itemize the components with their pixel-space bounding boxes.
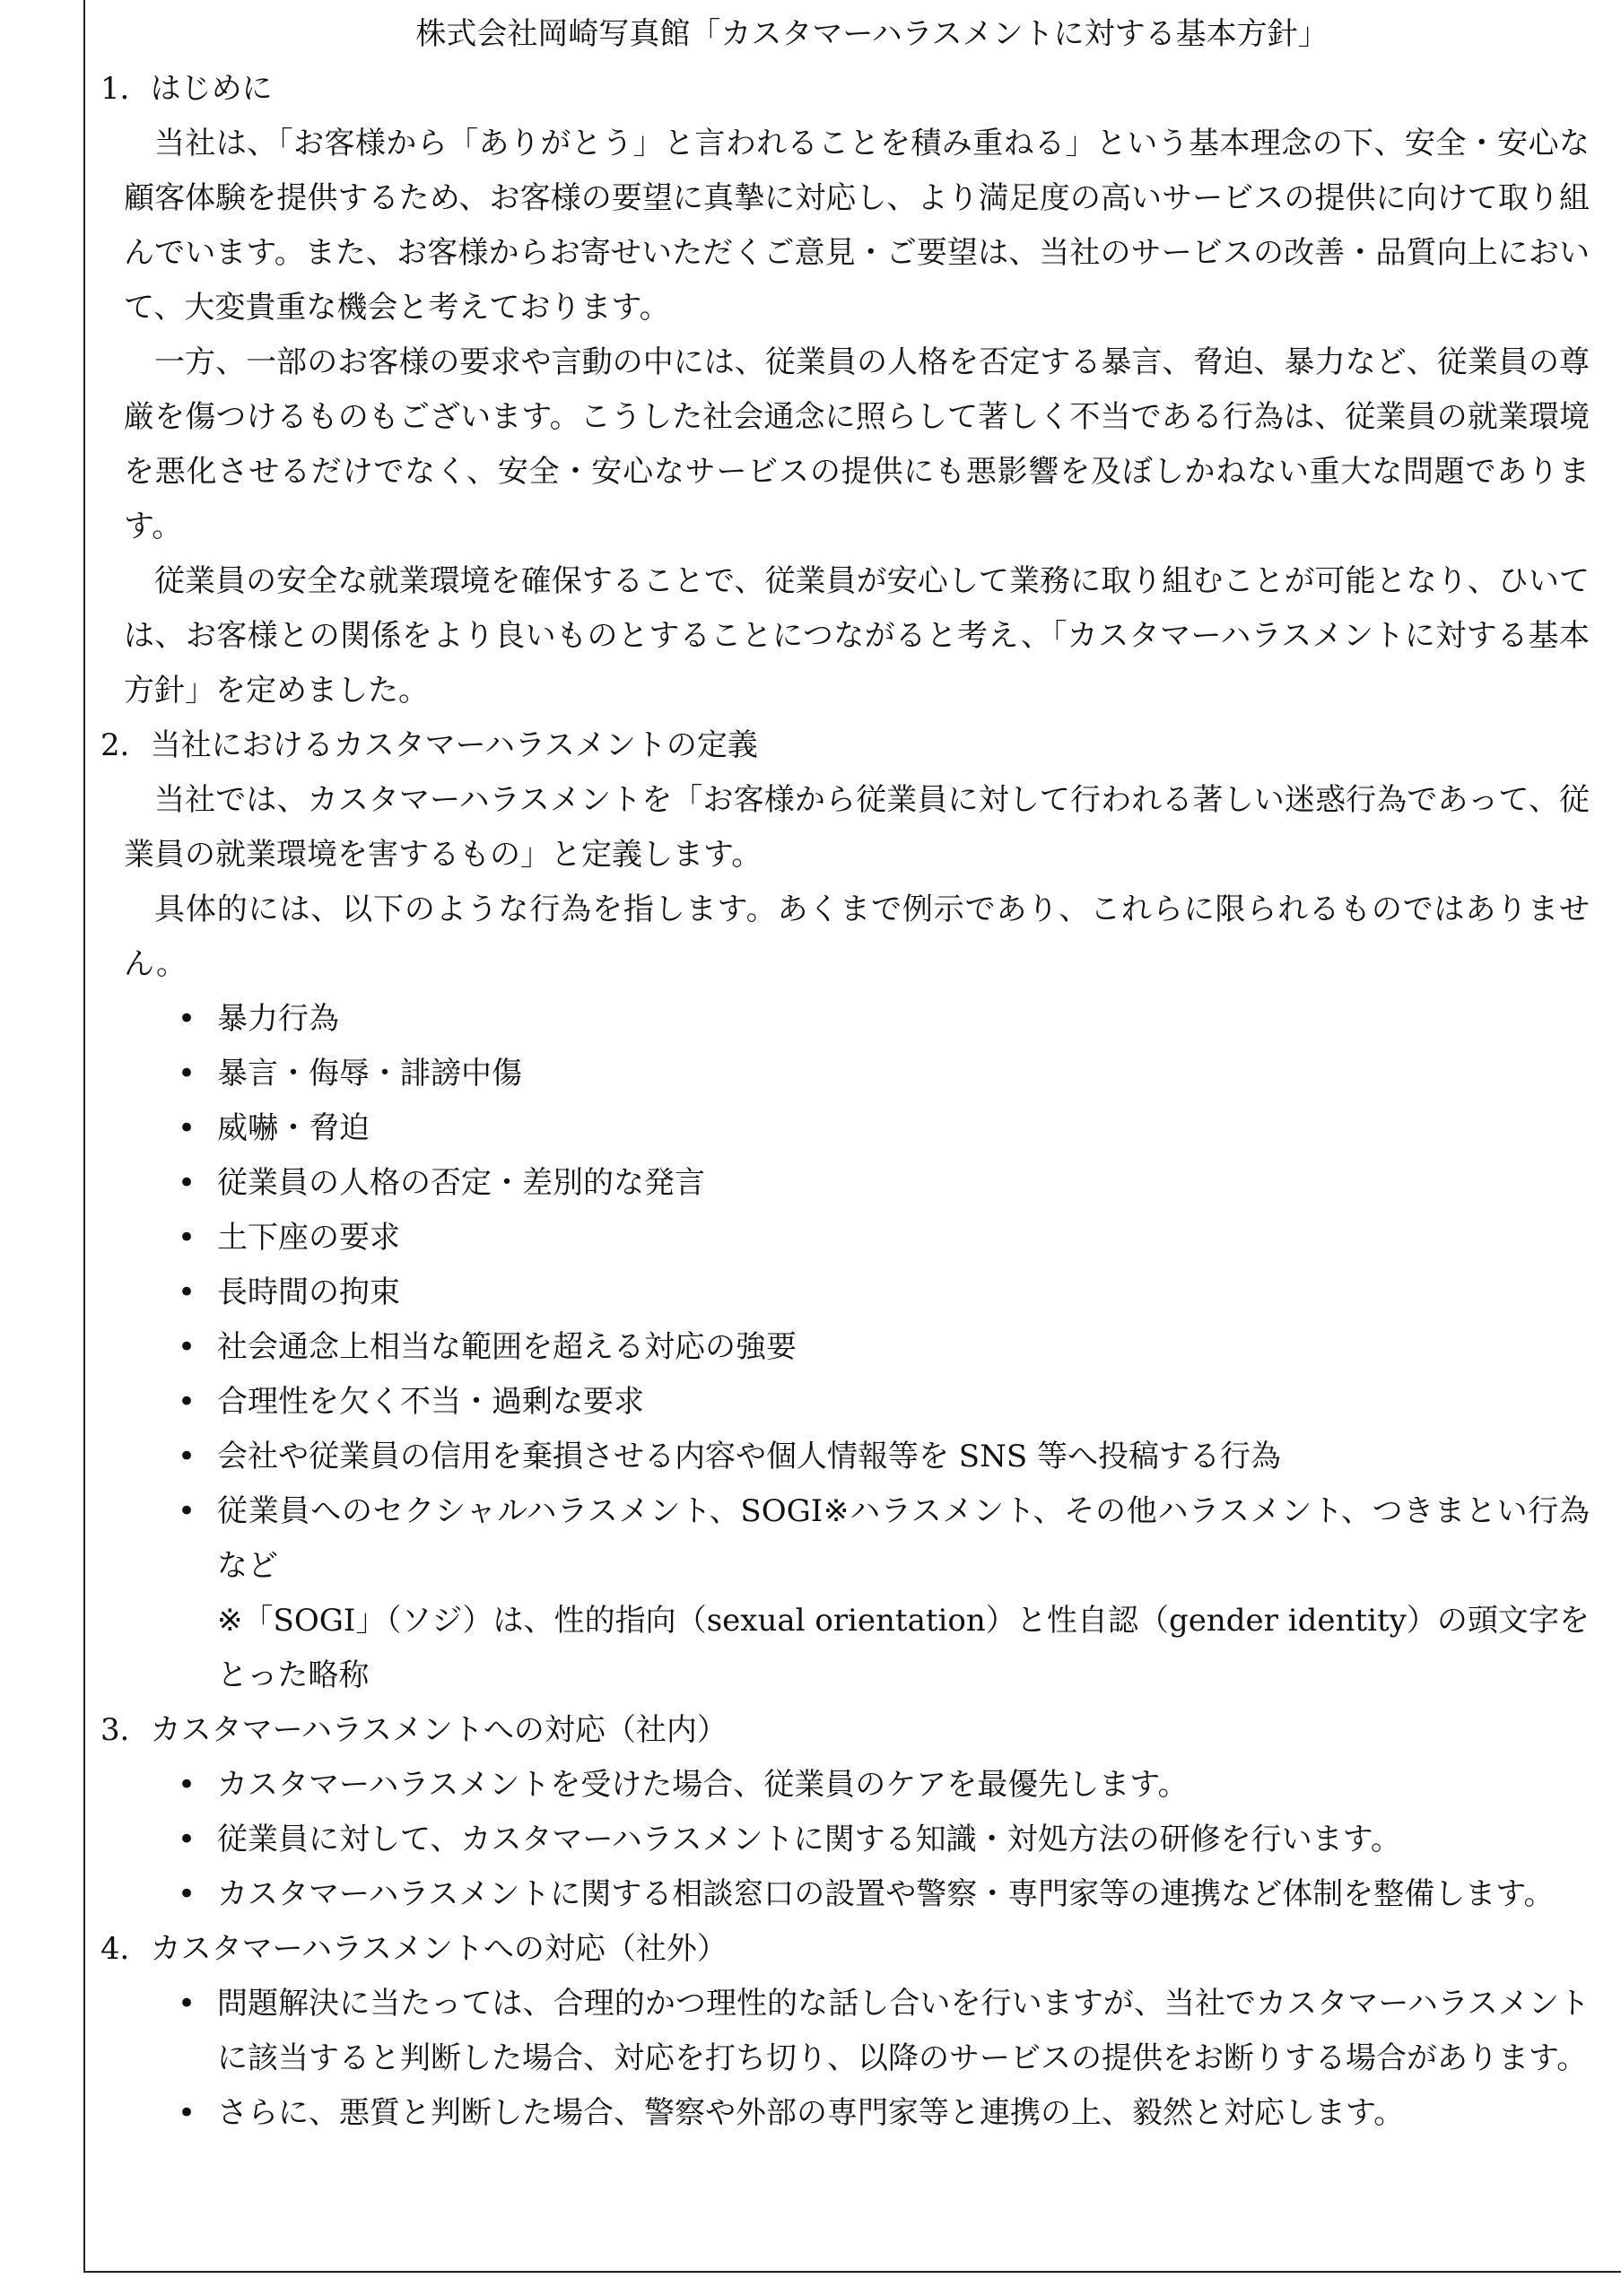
bullet-icon: • — [178, 1822, 196, 1857]
list-item-text: 長時間の拘束 — [217, 1274, 400, 1310]
bullet-icon: • — [178, 1876, 196, 1912]
list-item-text: 暴言・侮辱・誹謗中傷 — [217, 1056, 522, 1091]
bullet-icon: • — [178, 1767, 196, 1803]
paragraph: 具体的には、以下のような行為を指します。あくまで例示であり、これらに限られるものではありません。 — [124, 891, 1590, 982]
bullet-icon: • — [178, 1384, 196, 1420]
bullet-list-external — [100, 1977, 1590, 2141]
bullet-icon: • — [178, 1001, 196, 1037]
list-item — [174, 1758, 1590, 1813]
list-item-text: 従業員へのセクシャルハラスメント、SOGI※ハラスメント、その他ハラスメント、つきまとい行為 など — [217, 1493, 1620, 1584]
bullet-icon: • — [178, 1274, 196, 1310]
list-item-text: 問題解決に当たっては、合理的かつ理性的な話し合いを行いますが、当社でカスタマーハラスメントに該当すると判断した場合、対応を打ち切り、以降のサービスの提供をお断りする場合があります。 — [217, 1986, 1590, 2076]
document-body — [100, 7, 1620, 2141]
list-item — [174, 2086, 1590, 2141]
bullet-icon: • — [178, 1986, 196, 2022]
bullet-icon: • — [178, 1165, 196, 1201]
list-item — [174, 1430, 1590, 1484]
list-item — [174, 1977, 1590, 2086]
paragraph: 当社は、「お客様から「ありがとう」と言われることを積み重ねる」という基本理念の下、安全・安心な顧客体験を提供するため、お客様の要望に真摯に対応し、より満足度の高いサービスの提供に向けて取り組んでいます。また、お客様からお寄せいただくご意見・ご要望は、当社のサービスの改善・品質向上において、大変貴重な機会と考えております。 — [124, 126, 1590, 326]
list-item — [174, 1211, 1590, 1265]
list-item — [174, 1101, 1590, 1156]
list-item — [174, 1265, 1590, 1320]
list-item — [174, 1867, 1590, 1922]
bullet-icon: • — [178, 1056, 196, 1091]
list-item — [174, 1375, 1590, 1430]
bullet-icon: • — [178, 1329, 196, 1365]
paragraph: 従業員の安全な就業環境を確保することで、従業員が安心して業務に取り組むことが可能となり、ひいては、お客様との関係をより良いものとすることにつながると考え、「カスタマーハラスメントに対する基本方針」を定めました。 — [124, 563, 1590, 709]
list-item — [174, 1813, 1590, 1867]
bullet-icon: • — [178, 1220, 196, 1256]
list-item — [174, 1156, 1590, 1211]
list-item-text: 合理性を欠く不当・過剰な要求 — [217, 1384, 644, 1420]
list-item-text: 暴力行為 — [217, 1001, 339, 1037]
list-item — [174, 1320, 1590, 1375]
list-item — [174, 992, 1590, 1047]
list-item-text: 従業員に対して、カスタマーハラスメントに関する知識・対処方法の研修を行います。 — [217, 1822, 1401, 1857]
document-title: 株式会社岡崎写真館「カスタマーハラスメントに対する基本方針」 — [415, 16, 1329, 52]
footnote-sogi: ※「SOGI」（ソジ）は、性的指向（sexual orientation）と性自認（gender identity）の頭文字をとった略称 — [217, 1603, 1590, 1693]
list-item-text: 社会通念上相当な範囲を超える対応の強要 — [217, 1329, 797, 1365]
list-item-text: カスタマーハラスメントを受けた場合、従業員のケアを最優先します。 — [217, 1767, 1189, 1803]
list-item-text: カスタマーハラスメントに関する相談窓口の設置や警察・専門家等の連携など体制を整備します。 — [217, 1876, 1555, 1912]
bullet-icon: • — [178, 1110, 196, 1146]
bullet-list-internal — [100, 1758, 1590, 1922]
section-heading-intro: 1．はじめに — [100, 71, 273, 107]
section-heading-internal-response: 3．カスタマーハラスメントへの対応（社内） — [100, 1712, 728, 1748]
list-item-text: 会社や従業員の信用を棄損させる内容や個人情報等を SNS 等へ投稿する行為 — [217, 1439, 1281, 1474]
list-item-text: さらに、悪質と判断した場合、警察や外部の専門家等と連携の上、毅然と対応します。 — [217, 2095, 1405, 2131]
paragraph: 一方、一部のお客様の要求や言動の中には、従業員の人格を否定する暴言、脅迫、暴力など、従業員の尊厳を傷つけるものもございます。こうした社会通念に照らして著しく不当である行為は、従業員の就業環境を悪化させるだけでなく、安全・安心なサービスの提供にも悪影響を及ぼしかねない重大な問題であります。 — [124, 344, 1590, 544]
section-heading-definition: 2．当社におけるカスタマーハラスメントの定義 — [100, 727, 758, 763]
list-item-text: 威嚇・脅迫 — [217, 1110, 370, 1146]
list-item-text: 従業員の人格の否定・差別的な発言 — [217, 1165, 705, 1201]
bullet-icon: • — [178, 1493, 196, 1529]
list-item-text: 土下座の要求 — [217, 1220, 400, 1256]
list-item — [174, 1484, 1620, 1594]
bullet-icon: • — [178, 1439, 196, 1474]
bullet-icon: • — [178, 2095, 196, 2131]
paragraph: 当社では、カスタマーハラスメントを「お客様から従業員に対して行われる著しい迷惑行為であって、従業員の就業環境を害するもの」と定義します。 — [124, 782, 1590, 873]
section-heading-external-response: 4．カスタマーハラスメントへの対応（社外） — [100, 1931, 728, 1967]
list-item — [174, 1047, 1590, 1101]
bullet-list-examples — [100, 992, 1620, 1594]
